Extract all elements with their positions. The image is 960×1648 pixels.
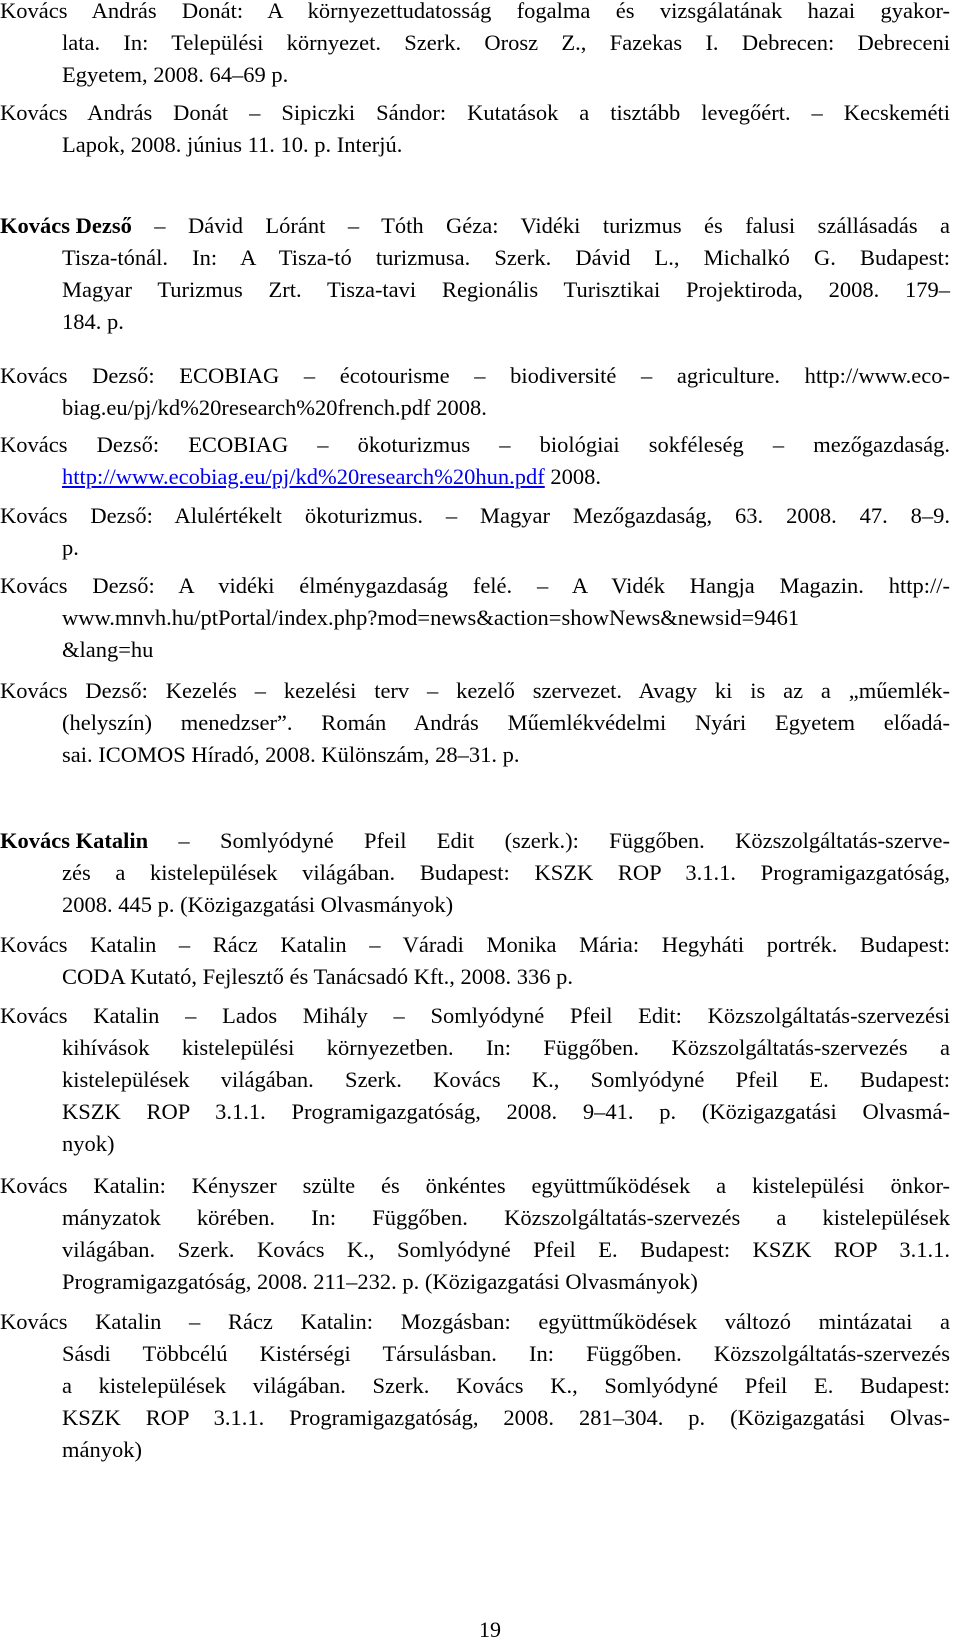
entry-line: Sásdi Többcélú Kistérségi Társulásban. In: Függőben. Közszolgáltatás-szervezés [62, 1341, 950, 1366]
entry-line: kistelepülések világában. Szerk. Kovács K., Somlyódyné Pfeil E. Budapest: [62, 1067, 950, 1092]
bibliography-entry [0, 675, 950, 771]
entry-line: Programigazgatóság, 2008. 211–232. p. (Közigazgatási Olvasmányok) [62, 1269, 698, 1294]
entry-line-rest: – Dávid Lóránt – Tóth Géza: Vidéki turizmus és falusi szállásadás a [131, 213, 950, 238]
entry-line [0, 461, 950, 493]
entry-line: Kovács Dezső: ECOBIAG – écotourisme – biodiversité – agriculture. http://www.eco- [0, 363, 950, 388]
entry-line: KSZK ROP 3.1.1. Programigazgatóság, 2008. 9–41. p. (Közigazgatási Olvasmá- [62, 1099, 950, 1124]
entry-line: Kovács Dezső: A vidéki élménygazdaság felé. – A Vidék Hangja Magazin. http://- [0, 573, 950, 598]
author-name-bold: Kovács Dezső [0, 213, 132, 238]
entry-line: CODA Kutató, Fejlesztő és Tanácsadó Kft., 2008. 336 p. [62, 964, 574, 989]
bibliography-entry [0, 1170, 950, 1298]
entry-line: 184. p. [62, 309, 124, 334]
entry-line [0, 210, 950, 242]
entry-line: mányzatok körében. In: Függőben. Közszolgáltatás-szervezés a kistelepülések [62, 1205, 950, 1230]
entry-line: sai. ICOMOS Híradó, 2008. Különszám, 28–31. p. [62, 742, 520, 767]
entry-line: KSZK ROP 3.1.1. Programigazgatóság, 2008. 281–304. p. (Közigazgatási Olvas- [62, 1405, 950, 1430]
link-tail: 2008. [544, 464, 602, 489]
page-number: 19 [479, 1617, 501, 1642]
entry-line: Magyar Turizmus Zrt. Tisza-tavi Regionális Turisztikai Projektiroda, 2008. 179– [62, 277, 950, 302]
bibliography-entry [0, 500, 950, 564]
bibliography-entry [0, 210, 950, 338]
entry-line: Kovács Katalin – Rácz Katalin: Mozgásban: együttműködések változó mintázatai a [0, 1309, 950, 1334]
entry-line: 2008. 445 p. (Közigazgatási Olvasmányok) [62, 892, 454, 917]
bibliography-entry [0, 570, 950, 666]
entry-line: Kovács Katalin: Kényszer szülte és önkéntes együttműködések a kistelepülési önkor- [0, 1173, 950, 1198]
entry-line: Tisza-tónál. In: A Tisza-tó turizmusa. Szerk. Dávid L., Michalkó G. Budapest: [62, 245, 950, 270]
ecobiag-hun-link[interactable]: http://www.ecobiag.eu/pj/kd%20research%20hun.pdf [62, 464, 545, 489]
entry-line: biag.eu/pj/kd%20research%20french.pdf 2008. [62, 395, 487, 420]
entry-line: a kistelepülések világában. Szerk. Kovács K., Somlyódyné Pfeil E. Budapest: [62, 1373, 950, 1398]
entry-line: Egyetem, 2008. 64–69 p. [62, 62, 289, 87]
entry-line: Kovács Dezső: ECOBIAG – ökoturizmus – biológiai sokféleség – mezőgazdaság. [0, 432, 950, 457]
entry-line: Kovács Katalin – Rácz Katalin – Váradi Monika Mária: Hegyháti portrék. Budapest: [0, 932, 950, 957]
bibliography-entry [0, 825, 950, 921]
entry-line: www.mnvh.hu/ptPortal/index.php?mod=news&action=showNews&newsid=9461 [62, 605, 800, 630]
entry-line: &lang=hu [62, 637, 154, 662]
entry-line: mányok) [62, 1437, 142, 1462]
bibliography-entry [0, 929, 950, 993]
entry-line [0, 825, 950, 857]
entry-line: Kovács Dezső: Alulértékelt ökoturizmus. – Magyar Mezőgazdaság, 63. 2008. 47. 8–9. [0, 503, 950, 528]
entry-line: zés a kistelepülések világában. Budapest: KSZK ROP 3.1.1. Programigazgatóság, [62, 860, 950, 885]
entry-line: lata. In: Települési környezet. Szerk. Orosz Z., Fazekas I. Debrecen: Debreceni [62, 30, 950, 55]
entry-line: p. [62, 535, 79, 560]
entry-line: nyok) [62, 1131, 115, 1156]
bibliography-entry [0, 1306, 950, 1466]
bibliography-entry [0, 360, 950, 424]
author-name-bold: Kovács Katalin [0, 828, 149, 853]
bibliography-entry [0, 1000, 950, 1160]
bibliography-entry [0, 429, 950, 493]
entry-line-rest: – Somlyódyné Pfeil Edit (szerk.): Függőben. Közszolgáltatás-szerve- [148, 828, 950, 853]
entry-line: Kovács Dezső: Kezelés – kezelési terv – kezelő szervezet. Avagy ki is az a „műemlék- [0, 678, 950, 703]
entry-line: világában. Szerk. Kovács K., Somlyódyné Pfeil E. Budapest: KSZK ROP 3.1.1. [62, 1237, 950, 1262]
bibliography-entry [0, 97, 950, 161]
entry-line: Kovács András Donát – Sipiczki Sándor: Kutatások a tisztább levegőért. – Kecskeméti [0, 100, 950, 125]
entry-line: (helyszín) menedzser”. Román András Műemlékvédelmi Nyári Egyetem előadá- [62, 710, 950, 735]
bibliography-entry [0, 0, 950, 91]
entry-line: kihívások kistelepülési környezetben. In: Függőben. Közszolgáltatás-szervezés a [62, 1035, 950, 1060]
entry-line: Lapok, 2008. június 11. 10. p. Interjú. [62, 132, 403, 157]
entry-line: Kovács Katalin – Lados Mihály – Somlyódyné Pfeil Edit: Közszolgáltatás-szervezési [0, 1003, 950, 1028]
entry-line: Kovács András Donát: A környezettudatosság fogalma és vizsgálatának hazai gyakor- [0, 0, 950, 23]
